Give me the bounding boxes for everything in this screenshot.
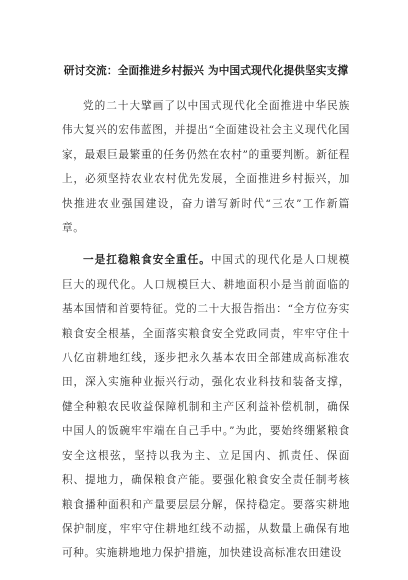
section-1-heading: 一是扛稳粮食安全重任。 [83,254,211,267]
section-1-paragraph [62,248,350,565]
document-body [62,60,350,566]
intro-paragraph: 党的二十大擘画了以中国式现代化全面推进中华民族伟大复兴的宏伟蓝图，并提出“全面建设社会主义现代化国家，最艰巨最繁重的任务仍然在农村”的重要判断。新征程上，必须坚持农业农村优先发展，全面推进乡村振兴，加快推进农业强国建设，奋力谱写新时代“三农”工作新篇章。 [62,100,350,235]
document-title: 研讨交流：全面推进乡村振兴 为中国式现代化提供坚实支撑 [63,65,349,77]
section-1-body: 中国式的现代化是人口规模巨大的现代化。人口规模巨大、耕地面积小是当前面临的基本国情和首要特征。党的二十大报告指出：“全方位夯实粮食安全根基，全面落实粮食安全党政同责，牢牢守住十八亿亩耕地红线，逐步把永久基本农田全部建成高标准农田，深入实施种业振兴行动，强化农业科技和装备支撑，健全种粮农民收益保障机制和主产区利益补偿机制，确保中国人的饭碗牢牢端在自己手中。”为此，要始终绷紧粮食安全这根弦，坚持以我为主、立足国内、抓责任、保面积、提地力，确保粮食产能。要强化粮食安全责任制考核粮食播种面积和产量要层层分解，保持稳定。要落实耕地保护制度，牢牢守住耕地红线不动摇，从数量上确保有地可种。实施耕地地力保护措施，加快建设高标准农田建设 [62,254,350,560]
